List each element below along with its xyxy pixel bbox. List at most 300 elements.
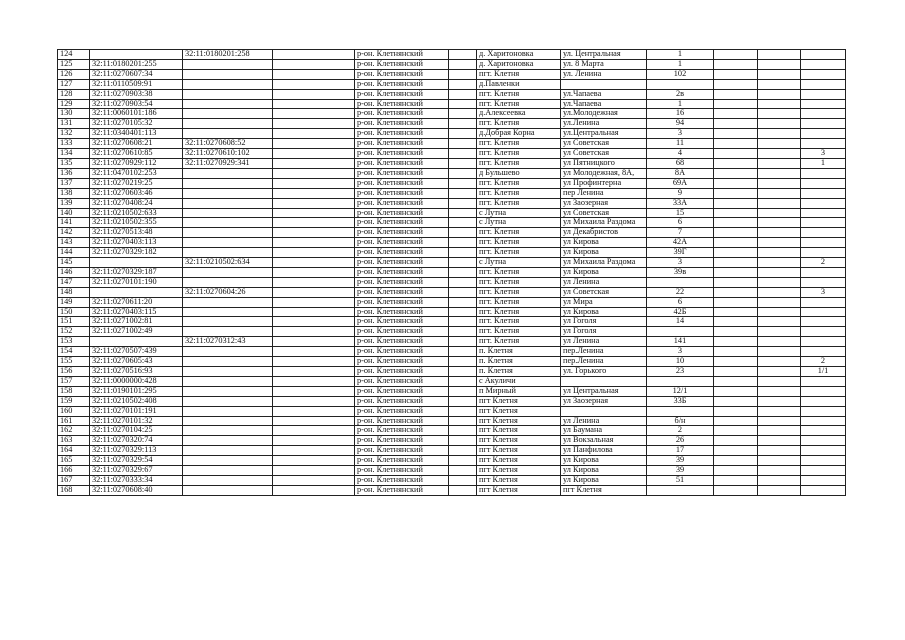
blank-cell: [449, 267, 477, 277]
house-number-cell: 10: [647, 357, 714, 367]
extra-cell-2: [758, 188, 801, 198]
extra-cell-2: [758, 267, 801, 277]
district-cell: р-он. Клетнянский: [355, 109, 449, 119]
building-cadastral-cell: [183, 79, 273, 89]
street-cell: ул Советская: [561, 139, 647, 149]
extra-cadastral-cell: [273, 168, 355, 178]
extra-cell-3: [801, 119, 846, 129]
blank-cell: [449, 79, 477, 89]
district-cell: р-он. Клетнянский: [355, 178, 449, 188]
extra-cell-2: [758, 436, 801, 446]
cadastral-number-cell: 32:11:0270516:93: [90, 367, 183, 377]
building-cadastral-cell: [183, 317, 273, 327]
extra-cell-1: [714, 50, 758, 60]
row-number-cell: 130: [58, 109, 90, 119]
extra-cell-2: [758, 287, 801, 297]
settlement-cell: пгт. Клетня: [477, 99, 561, 109]
row-number-cell: 161: [58, 416, 90, 426]
house-number-cell: 51: [647, 475, 714, 485]
building-cadastral-cell: [183, 238, 273, 248]
extra-cell-3: [801, 267, 846, 277]
building-cadastral-cell: [183, 109, 273, 119]
extra-cell-3: [801, 436, 846, 446]
building-cadastral-cell: [183, 99, 273, 109]
row-number-cell: 141: [58, 218, 90, 228]
building-cadastral-cell: [183, 406, 273, 416]
building-cadastral-cell: [183, 367, 273, 377]
house-number-cell: 1: [647, 59, 714, 69]
cadastral-number-cell: 32:11:0270329:54: [90, 456, 183, 466]
house-number-cell: [647, 376, 714, 386]
district-cell: р-он. Клетнянский: [355, 89, 449, 99]
row-number-cell: 157: [58, 376, 90, 386]
district-cell: р-он. Клетнянский: [355, 386, 449, 396]
building-cadastral-cell: [183, 119, 273, 129]
cadastral-number-cell: 32:11:0210502:408: [90, 396, 183, 406]
cadastral-number-cell: [90, 287, 183, 297]
blank-cell: [449, 456, 477, 466]
extra-cell-3: [801, 59, 846, 69]
row-number-cell: 132: [58, 129, 90, 139]
extra-cell-2: [758, 109, 801, 119]
street-cell: ул Профинтерна: [561, 178, 647, 188]
table-row: [58, 277, 846, 287]
cadastral-number-cell: [90, 50, 183, 60]
cadastral-number-cell: 32:11:0270329:187: [90, 267, 183, 277]
table-row: [58, 89, 846, 99]
district-cell: р-он. Клетнянский: [355, 317, 449, 327]
settlement-cell: пгт. Клетня: [477, 139, 561, 149]
blank-cell: [449, 228, 477, 238]
building-cadastral-cell: [183, 208, 273, 218]
house-number-cell: 23: [647, 367, 714, 377]
street-cell: ул Кирова: [561, 456, 647, 466]
table-row: [58, 267, 846, 277]
house-number-cell: 1: [647, 99, 714, 109]
extra-cell-3: 3: [801, 149, 846, 159]
blank-cell: [449, 119, 477, 129]
table-row: [58, 129, 846, 139]
extra-cadastral-cell: [273, 367, 355, 377]
building-cadastral-cell: [183, 416, 273, 426]
extra-cell-2: [758, 99, 801, 109]
extra-cadastral-cell: [273, 238, 355, 248]
register-body: [58, 50, 846, 496]
table-row: [58, 258, 846, 268]
extra-cell-1: [714, 367, 758, 377]
extra-cell-3: [801, 89, 846, 99]
district-cell: р-он. Клетнянский: [355, 258, 449, 268]
settlement-cell: с Лутна: [477, 218, 561, 228]
table-row: [58, 59, 846, 69]
extra-cell-2: [758, 367, 801, 377]
extra-cell-2: [758, 208, 801, 218]
extra-cell-2: [758, 258, 801, 268]
blank-cell: [449, 50, 477, 60]
extra-cell-1: [714, 89, 758, 99]
table-row: [58, 228, 846, 238]
row-number-cell: 134: [58, 149, 90, 159]
building-cadastral-cell: [183, 277, 273, 287]
settlement-cell: пгт. Клетня: [477, 238, 561, 248]
building-cadastral-cell: [183, 188, 273, 198]
district-cell: р-он. Клетнянский: [355, 475, 449, 485]
extra-cell-2: [758, 69, 801, 79]
cadastral-number-cell: 32:11:0271002:81: [90, 317, 183, 327]
extra-cell-2: [758, 129, 801, 139]
extra-cell-3: 1/1: [801, 367, 846, 377]
street-cell: ул Советская: [561, 149, 647, 159]
table-row: [58, 158, 846, 168]
district-cell: р-он. Клетнянский: [355, 139, 449, 149]
house-number-cell: 39Г: [647, 248, 714, 258]
row-number-cell: 148: [58, 287, 90, 297]
extra-cell-2: [758, 317, 801, 327]
cadastral-number-cell: 32:11:0270329:113: [90, 446, 183, 456]
settlement-cell: пгт. Клетня: [477, 119, 561, 129]
extra-cell-3: 1: [801, 158, 846, 168]
street-cell: ул Советская: [561, 208, 647, 218]
building-cadastral-cell: 32:11:0270608:52: [183, 139, 273, 149]
settlement-cell: пгт Клетня: [477, 406, 561, 416]
cadastral-number-cell: 32:11:0270605:43: [90, 357, 183, 367]
district-cell: р-он. Клетнянский: [355, 485, 449, 495]
table-row: [58, 446, 846, 456]
district-cell: р-он. Клетнянский: [355, 456, 449, 466]
extra-cell-1: [714, 485, 758, 495]
district-cell: р-он. Клетнянский: [355, 277, 449, 287]
cadastral-number-cell: 32:11:0270329:67: [90, 466, 183, 476]
district-cell: р-он. Клетнянский: [355, 337, 449, 347]
extra-cadastral-cell: [273, 158, 355, 168]
building-cadastral-cell: [183, 168, 273, 178]
settlement-cell: пгт Клетня: [477, 436, 561, 446]
blank-cell: [449, 188, 477, 198]
blank-cell: [449, 337, 477, 347]
house-number-cell: 141: [647, 337, 714, 347]
street-cell: ул.Ленина: [561, 119, 647, 129]
street-cell: [561, 406, 647, 416]
district-cell: р-он. Клетнянский: [355, 297, 449, 307]
cadastral-number-cell: 32:11:0340401:113: [90, 129, 183, 139]
extra-cell-3: 2: [801, 258, 846, 268]
house-number-cell: [647, 327, 714, 337]
street-cell: пер.Ленина: [561, 357, 647, 367]
street-cell: ул Молодежная, 8А,: [561, 168, 647, 178]
settlement-cell: пгт. Клетня: [477, 158, 561, 168]
blank-cell: [449, 436, 477, 446]
table-row: [58, 188, 846, 198]
extra-cadastral-cell: [273, 69, 355, 79]
extra-cell-2: [758, 198, 801, 208]
house-number-cell: 3: [647, 258, 714, 268]
building-cadastral-cell: 32:11:0210502:634: [183, 258, 273, 268]
cadastral-number-cell: [90, 337, 183, 347]
row-number-cell: 166: [58, 466, 90, 476]
extra-cell-1: [714, 168, 758, 178]
extra-cadastral-cell: [273, 386, 355, 396]
table-row: [58, 406, 846, 416]
street-cell: ул Декабристов: [561, 228, 647, 238]
extra-cell-2: [758, 178, 801, 188]
row-number-cell: 139: [58, 198, 90, 208]
building-cadastral-cell: [183, 307, 273, 317]
extra-cell-1: [714, 307, 758, 317]
extra-cadastral-cell: [273, 149, 355, 159]
building-cadastral-cell: [183, 485, 273, 495]
table-row: [58, 168, 846, 178]
building-cadastral-cell: [183, 267, 273, 277]
blank-cell: [449, 89, 477, 99]
house-number-cell: 8А: [647, 168, 714, 178]
extra-cell-3: [801, 416, 846, 426]
extra-cadastral-cell: [273, 228, 355, 238]
table-row: [58, 50, 846, 60]
table-row: [58, 297, 846, 307]
building-cadastral-cell: [183, 357, 273, 367]
blank-cell: [449, 307, 477, 317]
cadastral-number-cell: 32:11:0270105:32: [90, 119, 183, 129]
extra-cadastral-cell: [273, 218, 355, 228]
extra-cell-3: [801, 178, 846, 188]
row-number-cell: 151: [58, 317, 90, 327]
extra-cell-1: [714, 386, 758, 396]
house-number-cell: 7: [647, 228, 714, 238]
extra-cell-3: [801, 228, 846, 238]
row-number-cell: 140: [58, 208, 90, 218]
blank-cell: [449, 139, 477, 149]
extra-cadastral-cell: [273, 258, 355, 268]
house-number-cell: 39в: [647, 267, 714, 277]
row-number-cell: 137: [58, 178, 90, 188]
extra-cell-1: [714, 99, 758, 109]
building-cadastral-cell: [183, 129, 273, 139]
house-number-cell: 15: [647, 208, 714, 218]
extra-cell-1: [714, 277, 758, 287]
cadastral-number-cell: 32:11:0210502:355: [90, 218, 183, 228]
building-cadastral-cell: [183, 466, 273, 476]
extra-cell-1: [714, 446, 758, 456]
extra-cadastral-cell: [273, 376, 355, 386]
extra-cadastral-cell: [273, 416, 355, 426]
row-number-cell: 126: [58, 69, 90, 79]
blank-cell: [449, 198, 477, 208]
extra-cell-1: [714, 129, 758, 139]
table-row: [58, 218, 846, 228]
blank-cell: [449, 109, 477, 119]
extra-cell-3: [801, 376, 846, 386]
extra-cell-2: [758, 149, 801, 159]
street-cell: ул. Горького: [561, 367, 647, 377]
district-cell: р-он. Клетнянский: [355, 168, 449, 178]
extra-cell-2: [758, 446, 801, 456]
settlement-cell: пгт Клетня: [477, 426, 561, 436]
building-cadastral-cell: 32:11:0270929:341: [183, 158, 273, 168]
cadastral-number-cell: 32:11:0271002:49: [90, 327, 183, 337]
settlement-cell: д.Добрая Корна: [477, 129, 561, 139]
row-number-cell: 138: [58, 188, 90, 198]
table-row: [58, 317, 846, 327]
extra-cadastral-cell: [273, 347, 355, 357]
settlement-cell: пгт. Клетня: [477, 188, 561, 198]
district-cell: р-он. Клетнянский: [355, 376, 449, 386]
cadastral-number-cell: 32:11:0270101:32: [90, 416, 183, 426]
table-row: [58, 139, 846, 149]
blank-cell: [449, 297, 477, 307]
building-cadastral-cell: 32:11:0270312:43: [183, 337, 273, 347]
building-cadastral-cell: [183, 436, 273, 446]
extra-cell-2: [758, 248, 801, 258]
blank-cell: [449, 218, 477, 228]
building-cadastral-cell: [183, 198, 273, 208]
street-cell: ул. 8 Марта: [561, 59, 647, 69]
extra-cadastral-cell: [273, 396, 355, 406]
row-number-cell: 143: [58, 238, 90, 248]
district-cell: р-он. Клетнянский: [355, 248, 449, 258]
street-cell: ул Кирова: [561, 267, 647, 277]
extra-cadastral-cell: [273, 406, 355, 416]
extra-cell-2: [758, 416, 801, 426]
table-row: [58, 307, 846, 317]
settlement-cell: д. Харитоновка: [477, 50, 561, 60]
street-cell: [561, 376, 647, 386]
settlement-cell: с Лутна: [477, 208, 561, 218]
extra-cadastral-cell: [273, 436, 355, 446]
house-number-cell: 3: [647, 347, 714, 357]
street-cell: пгт Клетня: [561, 485, 647, 495]
settlement-cell: пгт. Клетня: [477, 287, 561, 297]
extra-cadastral-cell: [273, 287, 355, 297]
extra-cell-1: [714, 287, 758, 297]
row-number-cell: 164: [58, 446, 90, 456]
extra-cell-1: [714, 396, 758, 406]
building-cadastral-cell: [183, 426, 273, 436]
blank-cell: [449, 367, 477, 377]
extra-cell-2: [758, 79, 801, 89]
row-number-cell: 125: [58, 59, 90, 69]
street-cell: ул Гоголя: [561, 317, 647, 327]
extra-cell-2: [758, 228, 801, 238]
row-number-cell: 127: [58, 79, 90, 89]
house-number-cell: 68: [647, 158, 714, 168]
settlement-cell: п. Клетня: [477, 357, 561, 367]
extra-cell-1: [714, 258, 758, 268]
settlement-cell: пгт. Клетня: [477, 307, 561, 317]
street-cell: ул Советская: [561, 287, 647, 297]
house-number-cell: 12/1: [647, 386, 714, 396]
extra-cell-2: [758, 475, 801, 485]
extra-cell-2: [758, 396, 801, 406]
extra-cell-3: [801, 188, 846, 198]
extra-cell-1: [714, 69, 758, 79]
cadastral-number-cell: 32:11:0270513:48: [90, 228, 183, 238]
extra-cell-3: [801, 109, 846, 119]
settlement-cell: пгт Клетня: [477, 446, 561, 456]
blank-cell: [449, 317, 477, 327]
property-register-table: [57, 49, 846, 496]
house-number-cell: 33Б: [647, 396, 714, 406]
table-row: [58, 396, 846, 406]
blank-cell: [449, 406, 477, 416]
blank-cell: [449, 129, 477, 139]
blank-cell: [449, 347, 477, 357]
extra-cadastral-cell: [273, 208, 355, 218]
house-number-cell: б/н: [647, 416, 714, 426]
blank-cell: [449, 208, 477, 218]
row-number-cell: 156: [58, 367, 90, 377]
extra-cell-1: [714, 198, 758, 208]
cadastral-number-cell: 32:11:0270403:113: [90, 238, 183, 248]
district-cell: р-он. Клетнянский: [355, 287, 449, 297]
row-number-cell: 154: [58, 347, 90, 357]
blank-cell: [449, 258, 477, 268]
house-number-cell: 39: [647, 466, 714, 476]
house-number-cell: 2: [647, 426, 714, 436]
blank-cell: [449, 426, 477, 436]
settlement-cell: пгт. Клетня: [477, 277, 561, 287]
extra-cell-1: [714, 317, 758, 327]
house-number-cell: 4: [647, 149, 714, 159]
extra-cell-3: [801, 327, 846, 337]
building-cadastral-cell: 32:11:0180201:258: [183, 50, 273, 60]
extra-cell-2: [758, 89, 801, 99]
building-cadastral-cell: 32:11:0270610:102: [183, 149, 273, 159]
extra-cell-3: [801, 337, 846, 347]
settlement-cell: с Акуличи: [477, 376, 561, 386]
house-number-cell: 16: [647, 109, 714, 119]
cadastral-number-cell: 32:11:0060101:186: [90, 109, 183, 119]
house-number-cell: 94: [647, 119, 714, 129]
extra-cadastral-cell: [273, 79, 355, 89]
settlement-cell: пгт Клетня: [477, 475, 561, 485]
house-number-cell: 6: [647, 297, 714, 307]
extra-cell-1: [714, 416, 758, 426]
extra-cell-1: [714, 347, 758, 357]
settlement-cell: пгт Клетня: [477, 416, 561, 426]
extra-cell-2: [758, 376, 801, 386]
street-cell: ул Гоголя: [561, 327, 647, 337]
street-cell: ул Вокзальная: [561, 436, 647, 446]
district-cell: р-он. Клетнянский: [355, 198, 449, 208]
district-cell: р-он. Клетнянский: [355, 446, 449, 456]
street-cell: пер.Ленина: [561, 347, 647, 357]
blank-cell: [449, 327, 477, 337]
extra-cell-2: [758, 218, 801, 228]
street-cell: ул.Молодежная: [561, 109, 647, 119]
extra-cell-3: [801, 475, 846, 485]
settlement-cell: пгт. Клетня: [477, 297, 561, 307]
extra-cadastral-cell: [273, 456, 355, 466]
blank-cell: [449, 466, 477, 476]
district-cell: р-он. Клетнянский: [355, 129, 449, 139]
district-cell: р-он. Клетнянский: [355, 396, 449, 406]
extra-cadastral-cell: [273, 89, 355, 99]
table-row: [58, 347, 846, 357]
row-number-cell: 129: [58, 99, 90, 109]
table-row: [58, 109, 846, 119]
extra-cell-1: [714, 475, 758, 485]
table-row: [58, 178, 846, 188]
cadastral-number-cell: 32:11:0270507:439: [90, 347, 183, 357]
district-cell: р-он. Клетнянский: [355, 50, 449, 60]
house-number-cell: [647, 406, 714, 416]
building-cadastral-cell: [183, 69, 273, 79]
extra-cell-3: [801, 208, 846, 218]
house-number-cell: 26: [647, 436, 714, 446]
extra-cell-2: [758, 386, 801, 396]
extra-cell-1: [714, 149, 758, 159]
row-number-cell: 124: [58, 50, 90, 60]
